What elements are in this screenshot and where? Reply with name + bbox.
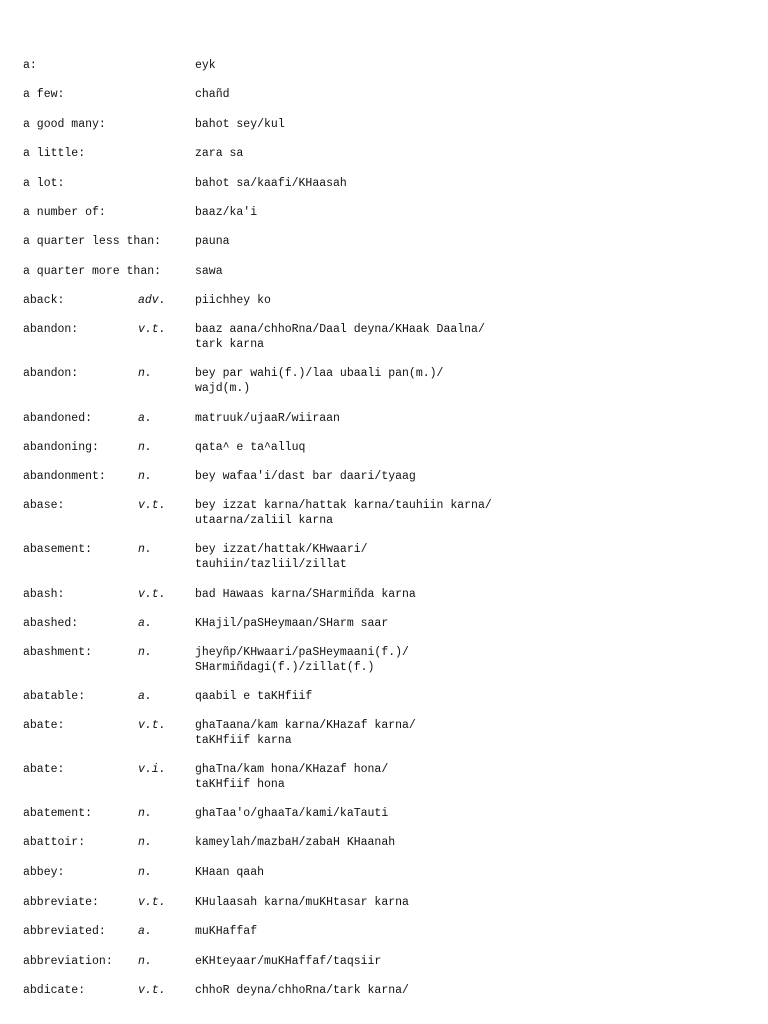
definition-line: KHaan qaah (195, 866, 265, 879)
entry-term: abattoir: (23, 836, 86, 849)
entry-definition (195, 762, 755, 792)
definition-line: bey wafaa'i/dast bar daari/tyaag (195, 470, 416, 483)
entry-term: abate: (23, 719, 65, 732)
entry-definition (195, 117, 755, 132)
entry-definition (195, 924, 755, 939)
definition-line: taKHfiif hona (195, 778, 285, 791)
definition-line: ghaTna/kam hona/KHazaf hona/ (195, 763, 389, 776)
entry-definition (195, 469, 755, 484)
entry-definition (195, 440, 755, 455)
entry-definition (195, 865, 755, 880)
definition-line: tark karna (195, 338, 265, 351)
entry-definition (195, 645, 755, 675)
entry-part-of-speech: v.t. (138, 719, 166, 732)
entry-term: abatable: (23, 690, 86, 703)
entry-definition (195, 322, 755, 352)
entry-term: a quarter more than: (23, 265, 162, 278)
entry-term: a good many: (23, 118, 106, 131)
entry-part-of-speech: v.t. (138, 323, 166, 336)
definition-line: ghaTaa'o/ghaaTa/kami/kaTauti (195, 807, 389, 820)
entry-definition (195, 616, 755, 631)
entry-part-of-speech: n. (138, 646, 152, 659)
entry-term: abandon: (23, 367, 79, 380)
entry-part-of-speech: n. (138, 807, 152, 820)
entry-term: abandon: (23, 323, 79, 336)
definition-line: chañd (195, 88, 230, 101)
entry-definition (195, 498, 755, 528)
definition-line: baaz/ka'i (195, 206, 258, 219)
entry-term: abate: (23, 763, 65, 776)
entry-part-of-speech: n. (138, 367, 152, 380)
definition-line: bad Hawaas karna/SHarmiñda karna (195, 588, 416, 601)
definition-line: eyk (195, 59, 216, 72)
entry-term: abashed: (23, 617, 79, 630)
definition-line: bahot sa/kaafi/KHaasah (195, 177, 347, 190)
definition-line: SHarmiñdagi(f.)/zillat(f.) (195, 661, 375, 674)
entry-part-of-speech: n. (138, 955, 152, 968)
entry-definition (195, 587, 755, 602)
entry-part-of-speech: n. (138, 441, 152, 454)
definition-line: jheyñp/KHwaari/paSHeymaani(f.)/ (195, 646, 409, 659)
entry-definition (195, 176, 755, 191)
definition-line: taKHfiif karna (195, 734, 292, 747)
entry-definition (195, 983, 755, 998)
definition-line: zara sa (195, 147, 244, 160)
entry-definition (195, 264, 755, 279)
entry-definition (195, 58, 755, 73)
entry-definition (195, 366, 755, 396)
entry-term: a few: (23, 88, 65, 101)
definition-line: chhoR deyna/chhoRna/tark karna/ (195, 984, 409, 997)
entry-part-of-speech: a. (138, 690, 152, 703)
definition-line: utaarna/zaliil karna (195, 514, 334, 527)
definition-line: bey izzat karna/hattak karna/tauhiin karna/ (195, 499, 492, 512)
entry-definition (195, 895, 755, 910)
definition-line: tauhiin/tazliil/zillat (195, 558, 347, 571)
entry-definition (195, 689, 755, 704)
entry-definition (195, 954, 755, 969)
entry-term: abashment: (23, 646, 93, 659)
entry-definition (195, 835, 755, 850)
entry-part-of-speech: v.t. (138, 984, 166, 997)
entry-term: abatement: (23, 807, 93, 820)
definition-line: muKHaffaf (195, 925, 258, 938)
entry-term: abandoned: (23, 412, 93, 425)
entry-definition (195, 205, 755, 220)
definition-line: baaz aana/chhoRna/Daal deyna/KHaak Daalna/ (195, 323, 485, 336)
entry-term: abbey: (23, 866, 65, 879)
entry-definition (195, 87, 755, 102)
entry-definition (195, 293, 755, 308)
entry-part-of-speech: v.t. (138, 896, 166, 909)
entry-term: a: (23, 59, 37, 72)
entry-term: a little: (23, 147, 86, 160)
definition-line: eKHteyaar/muKHaffaf/taqsiir (195, 955, 382, 968)
entry-part-of-speech: v.t. (138, 499, 166, 512)
definition-line: matruuk/ujaaR/wiiraan (195, 412, 340, 425)
definition-line: sawa (195, 265, 223, 278)
entry-term: aback: (23, 294, 65, 307)
entry-part-of-speech: a. (138, 925, 152, 938)
definition-line: ghaTaana/kam karna/KHazaf karna/ (195, 719, 416, 732)
entry-part-of-speech: v.i. (138, 763, 166, 776)
definition-line: bahot sey/kul (195, 118, 285, 131)
entry-term: a quarter less than: (23, 235, 162, 248)
definition-line: qaabil e taKHfiif (195, 690, 313, 703)
entry-term: a number of: (23, 206, 106, 219)
entry-part-of-speech: a. (138, 412, 152, 425)
entry-part-of-speech: n. (138, 836, 152, 849)
entry-term: abbreviate: (23, 896, 99, 909)
entry-part-of-speech: n. (138, 866, 152, 879)
entry-definition (195, 806, 755, 821)
entry-definition (195, 146, 755, 161)
entry-definition (195, 718, 755, 748)
entry-part-of-speech: a. (138, 617, 152, 630)
entry-term: abase: (23, 499, 65, 512)
entry-definition (195, 234, 755, 249)
definition-line: KHajil/paSHeymaan/SHarm saar (195, 617, 389, 630)
definition-line: pauna (195, 235, 230, 248)
entry-term: abandonment: (23, 470, 106, 483)
definition-line: kameylah/mazbaH/zabaH KHaanah (195, 836, 396, 849)
entry-term: abasement: (23, 543, 93, 556)
entry-definition (195, 411, 755, 426)
entry-term: abbreviated: (23, 925, 106, 938)
definition-line: qata^ e ta^alluq (195, 441, 306, 454)
entry-term: a lot: (23, 177, 65, 190)
definition-line: bey par wahi(f.)/laa ubaali pan(m.)/ (195, 367, 444, 380)
entry-term: abbreviation: (23, 955, 113, 968)
entry-part-of-speech: n. (138, 470, 152, 483)
definition-line: KHulaasah karna/muKHtasar karna (195, 896, 409, 909)
entry-part-of-speech: adv. (138, 294, 166, 307)
entry-part-of-speech: v.t. (138, 588, 166, 601)
entry-term: abdicate: (23, 984, 86, 997)
entry-part-of-speech: n. (138, 543, 152, 556)
entry-definition (195, 542, 755, 572)
definition-line: wajd(m.) (195, 382, 251, 395)
definition-line: piichhey ko (195, 294, 271, 307)
entry-term: abash: (23, 588, 65, 601)
definition-line: bey izzat/hattak/KHwaari/ (195, 543, 368, 556)
entry-term: abandoning: (23, 441, 99, 454)
